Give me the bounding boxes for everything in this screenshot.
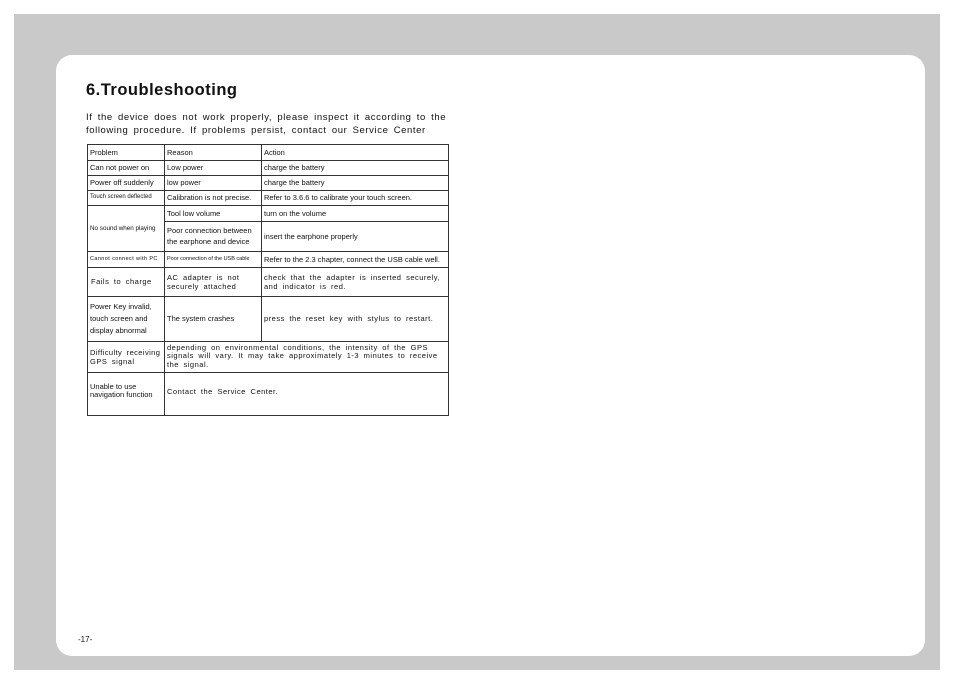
reason-cell	[165, 221, 261, 251]
problem-line: navigation function	[90, 390, 153, 399]
header-reason: Reason	[167, 148, 193, 157]
problem-line: touch screen and	[90, 313, 148, 323]
action-cell: Refer to 3.6.6 to calibrate your touch screen.	[264, 193, 412, 202]
reason-line: the earphone and device	[167, 237, 250, 246]
reason-cell	[165, 267, 261, 296]
merged-note-cell	[165, 341, 448, 372]
action-line: and indicator is red.	[264, 281, 346, 291]
intro-paragraph	[86, 111, 446, 137]
problem-line: display abnormal	[90, 325, 147, 335]
problem-cell: Fails to charge	[91, 277, 152, 286]
reason-text: Poor connection of the USB cable	[167, 255, 250, 262]
reason-line: Poor connection between	[167, 226, 252, 235]
reason-cell: The system crashes	[167, 314, 235, 323]
problem-text: No sound when playing	[90, 224, 156, 232]
reason-cell: Calibration is not precise.	[167, 193, 252, 202]
note-line: depending on environmental conditions, the intensity of the GPS	[167, 342, 428, 352]
action-line: check that the adapter is inserted securely,	[264, 272, 441, 282]
problem-cell	[88, 372, 164, 416]
problem-line: GPS signal	[90, 356, 135, 366]
problem-text: Touch screen deflected	[90, 194, 152, 200]
problem-cell-wrap	[88, 205, 164, 251]
action-cell: Refer to the 2.3 chapter, connect the USB cable well.	[264, 254, 440, 264]
problem-cell	[88, 341, 164, 372]
section-heading: 6.Troubleshooting	[86, 81, 238, 99]
reason-line: AC adapter is not	[167, 272, 240, 282]
problem-cell: Can not power on	[90, 163, 150, 172]
problem-cell-wrap	[88, 190, 164, 205]
intro-line-2: following procedure. If problems persist, contact our Service Center	[86, 125, 426, 136]
page-frame	[14, 14, 940, 670]
action-cell: charge the battery	[264, 163, 325, 172]
action-cell	[262, 267, 448, 296]
problem-line: Power Key invalid,	[90, 301, 152, 311]
reason-line: securely attached	[167, 281, 237, 291]
reason-cell: Low power	[167, 163, 204, 172]
reason-cell: Tool low volume	[167, 208, 221, 218]
problem-cell	[88, 296, 164, 341]
note-line: the signal.	[167, 359, 209, 369]
reason-cell-wrap	[165, 251, 261, 267]
troubleshooting-table	[87, 144, 449, 416]
problem-line: Unable to use	[90, 381, 137, 391]
intro-line-1: If the device does not work properly, please inspect it according to the	[86, 112, 447, 123]
reason-cell: low power	[167, 178, 201, 187]
problem-line: Difficulty receiving	[90, 347, 161, 357]
merged-note-cell: Contact the Service Center.	[167, 386, 279, 396]
note-line: signals will vary. It may take approximately 1-3 minutes to receive	[167, 351, 438, 361]
page-number: -17-	[78, 635, 93, 644]
problem-text: Cannot connect with PC	[90, 255, 158, 262]
action-cell: insert the earphone properly	[264, 231, 358, 241]
problem-cell: Power off suddenly	[90, 178, 154, 187]
header-problem: Problem	[90, 148, 118, 157]
action-cell: turn on the volume	[264, 208, 327, 218]
action-cell: charge the battery	[264, 178, 325, 187]
problem-cell-wrap	[88, 251, 164, 267]
header-action: Action	[264, 148, 285, 157]
manual-page	[56, 55, 925, 656]
action-cell: press the reset key with stylus to restart.	[264, 314, 434, 323]
